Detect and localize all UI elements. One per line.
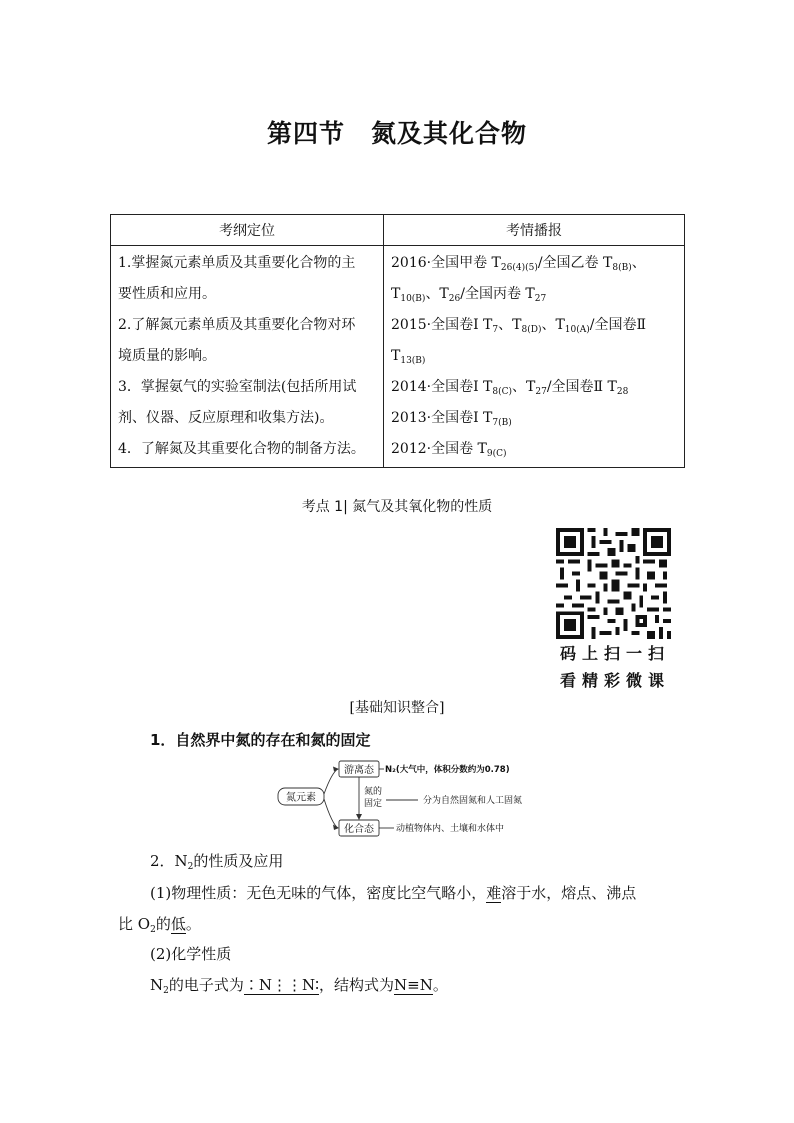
nitrogen-existence-diagram bbox=[276, 758, 576, 840]
section-1-heading: 1．自然界中氮的存在和氮的固定 bbox=[150, 731, 371, 749]
outline-line: 要性质和应用。 bbox=[118, 286, 216, 302]
section-number: 第四节 bbox=[266, 119, 345, 148]
structural-formula: N≡N bbox=[394, 976, 433, 994]
outline-line: 4．了解氮及其重要化合物的制备方法。 bbox=[118, 441, 365, 457]
page-title bbox=[0, 114, 794, 150]
diagram-bottom-note: 动植物体内、土壤和水体中 bbox=[396, 824, 505, 834]
header-exam-report: 考情播报 bbox=[384, 215, 685, 246]
blank-answer-di: 低 bbox=[170, 915, 186, 933]
qr-code-icon[interactable] bbox=[556, 528, 671, 639]
table-header-row bbox=[111, 215, 685, 246]
report-line-2013: 2013·全国卷Ⅰ $T_{7(B)}$ bbox=[391, 410, 512, 428]
diagram-top-label: 游离态 bbox=[344, 765, 374, 776]
report-line-2016-cont: $T_{10(B)}$、$T_{26}/$全国丙卷 $T_{27}$ bbox=[391, 286, 547, 304]
qr-caption-line1: 码上扫一扫 bbox=[559, 644, 670, 663]
diagram-mid-label-2: 固定 bbox=[364, 799, 383, 809]
outline-cell bbox=[111, 246, 384, 468]
electron-formula: ∶N⋮⋮N∶ bbox=[243, 976, 320, 994]
section-2-heading: 2．$N_2$的性质及应用 bbox=[150, 852, 284, 872]
outline-line: 境质量的影响。 bbox=[118, 348, 216, 364]
diagram-mid-note: 分为自然固氮和人工固氮 bbox=[423, 796, 523, 806]
outline-line: 2.了解氮元素单质及其重要化合物对环 bbox=[118, 317, 356, 333]
physical-properties-line1: (1)物理性质：无色无味的气体，密度比空气略小，难溶于水，熔点、沸点 bbox=[150, 884, 637, 902]
report-line-2014: 2014·全国卷Ⅰ $T_{8(C)}$、$T_{27}/$全国卷Ⅱ $T_{28}$ bbox=[391, 379, 629, 397]
diagram-mid-label-1: 氮的 bbox=[364, 787, 383, 797]
n2-formula-line: $N_2$的电子式为∶N⋮⋮N∶，结构式为N≡N。 bbox=[150, 976, 448, 996]
basic-knowledge-heading: [基础知识整合] bbox=[349, 700, 445, 716]
diagram-bottom-label: 化合态 bbox=[344, 824, 374, 835]
blank-answer-nan: 难 bbox=[486, 884, 502, 902]
outline-line: 3．掌握氨气的实验室制法(包括所用试 bbox=[118, 379, 357, 395]
chemical-properties-heading: (2)化学性质 bbox=[150, 945, 232, 963]
outline-line: 剂、仪器、反应原理和收集方法)。 bbox=[118, 410, 334, 426]
qr-caption-line2: 看精彩微课 bbox=[559, 671, 670, 690]
table-row bbox=[111, 246, 685, 468]
diagram-top-note: N₂(大气中，体积分数约为0.78) bbox=[385, 765, 510, 775]
diagram-center-label: 氮元素 bbox=[286, 792, 316, 804]
outline-line: 1.掌握氮元素单质及其重要化合物的主 bbox=[118, 255, 356, 271]
report-line-2015-cont: $T_{13(B)}$ bbox=[391, 348, 426, 366]
syllabus-table bbox=[110, 214, 685, 468]
topic-heading: 考点 1| 氮气及其氧化物的性质 bbox=[301, 499, 493, 515]
header-outline: 考纲定位 bbox=[111, 215, 384, 246]
exam-report-cell bbox=[384, 246, 685, 468]
report-line-2016: 2016·全国甲卷 $T_{26(4)(5)}/$全国乙卷 $T_{8(B)}$、 bbox=[391, 255, 646, 273]
physical-properties-line2: 比 $O_2$的低。 bbox=[118, 915, 201, 935]
report-line-2012: 2012·全国卷 $T_{9(C)}$ bbox=[391, 441, 507, 459]
section-name: 氮及其化合物 bbox=[371, 119, 528, 148]
report-line-2015: 2015·全国卷Ⅰ $T_7$、$T_{8(D)}$、$T_{10(A)}/$全国卷Ⅱ bbox=[391, 317, 647, 335]
